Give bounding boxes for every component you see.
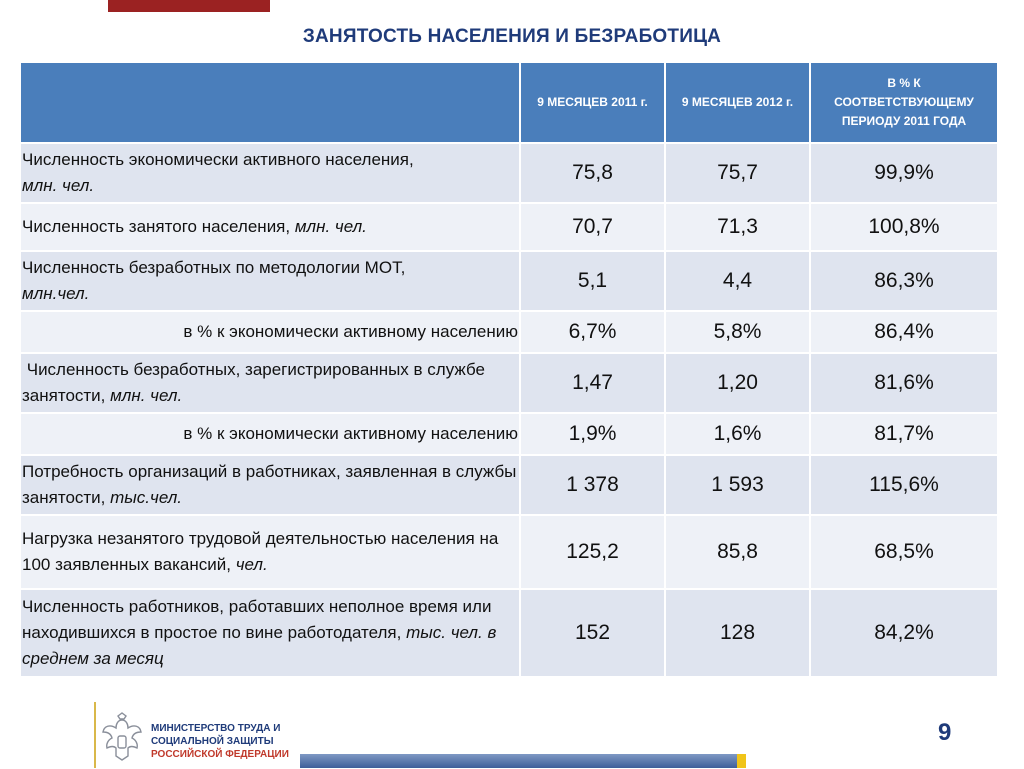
row-label	[20, 455, 520, 515]
header-cell-indicator	[20, 62, 520, 143]
value-2011: 75,8	[520, 143, 665, 203]
value-2011: 125,2	[520, 515, 665, 589]
double-headed-eagle-emblem-icon	[100, 712, 144, 764]
row-label-text: Потребность организаций в работниках, заявленная в службы занятости,	[22, 462, 517, 507]
value-percent: 100,8%	[810, 203, 998, 251]
table-row	[20, 589, 998, 677]
row-label-text: Численность занятого населения,	[22, 217, 291, 236]
value-percent: 68,5%	[810, 515, 998, 589]
table-header-row	[20, 62, 998, 143]
value-2012: 1,20	[665, 353, 810, 413]
row-label-text: в % к экономически активному населению	[183, 424, 518, 443]
row-label-text: Численность работников, работавших неполное время или находившихся в простое по вине работодателя,	[22, 597, 492, 642]
page-number: 9	[938, 719, 952, 746]
value-2011: 1 378	[520, 455, 665, 515]
row-label-unit: млн. чел.	[22, 176, 95, 195]
value-2011: 5,1	[520, 251, 665, 311]
value-2012: 85,8	[665, 515, 810, 589]
value-percent: 81,7%	[810, 413, 998, 455]
value-2011: 6,7%	[520, 311, 665, 353]
row-label-unit: млн. чел.	[110, 386, 183, 405]
row-label-unit: тыс. чел. в среднем за месяц	[22, 623, 497, 668]
row-label	[20, 413, 520, 455]
row-label	[20, 311, 520, 353]
footer-accent	[737, 754, 746, 768]
value-percent: 86,3%	[810, 251, 998, 311]
table-row	[20, 143, 998, 203]
row-label	[20, 251, 520, 311]
row-label-unit: чел.	[235, 555, 268, 574]
page-title: ЗАНЯТОСТЬ НАСЕЛЕНИЯ И БЕЗРАБОТИЦА	[302, 26, 722, 47]
table-row	[20, 311, 998, 353]
row-label	[20, 203, 520, 251]
value-2011: 152	[520, 589, 665, 677]
value-2012: 1 593	[665, 455, 810, 515]
value-2011: 1,9%	[520, 413, 665, 455]
value-percent: 115,6%	[810, 455, 998, 515]
value-2012: 128	[665, 589, 810, 677]
row-label-unit: млн. чел.	[294, 217, 367, 236]
ministry-line-1: МИНИСТЕРСТВО ТРУДА И	[151, 723, 281, 734]
row-label-text: Нагрузка незанятого трудовой деятельностью населения на 100 заявленных вакансий,	[22, 529, 499, 574]
table-row	[20, 515, 998, 589]
top-accent-bar	[108, 0, 270, 12]
value-2012: 5,8%	[665, 311, 810, 353]
row-label	[20, 589, 520, 677]
row-label-unit: тыс.чел.	[110, 488, 183, 507]
header-cell-2011: 9 МЕСЯЦЕВ 2011 г.	[520, 62, 665, 143]
row-label-text: Численность безработных по методологии МОТ,	[22, 258, 406, 277]
row-label-text: Численность безработных, зарегистрированных в службе занятости,	[22, 360, 490, 405]
header-cell-percent: В % К СООТВЕТСТВУЮЩЕМУ ПЕРИОДУ 2011 ГОДА	[810, 62, 998, 143]
row-label	[20, 143, 520, 203]
row-label-text: в % к экономически активному населению	[183, 322, 518, 341]
value-2012: 4,4	[665, 251, 810, 311]
footer-bar	[300, 754, 737, 768]
row-label	[20, 353, 520, 413]
value-2012: 1,6%	[665, 413, 810, 455]
table-row	[20, 455, 998, 515]
ministry-name	[151, 722, 289, 761]
row-label	[20, 515, 520, 589]
value-percent: 81,6%	[810, 353, 998, 413]
value-percent: 99,9%	[810, 143, 998, 203]
value-percent: 86,4%	[810, 311, 998, 353]
table-row	[20, 353, 998, 413]
row-label-text: Численность экономически активного населения,	[22, 150, 414, 169]
value-2011: 70,7	[520, 203, 665, 251]
value-2012: 71,3	[665, 203, 810, 251]
value-2012: 75,7	[665, 143, 810, 203]
table-row	[20, 203, 998, 251]
header-cell-2012: 9 МЕСЯЦЕВ 2012 г.	[665, 62, 810, 143]
value-2011: 1,47	[520, 353, 665, 413]
ministry-line-2: СОЦИАЛЬНОЙ ЗАЩИТЫ	[151, 736, 274, 747]
row-label-unit: млн.чел.	[22, 284, 90, 303]
table-row	[20, 413, 998, 455]
footer-divider	[94, 702, 96, 768]
value-percent: 84,2%	[810, 589, 998, 677]
table-row	[20, 251, 998, 311]
ministry-line-3: РОССИЙСКОЙ ФЕДЕРАЦИИ	[151, 749, 289, 760]
employment-table	[19, 61, 999, 678]
